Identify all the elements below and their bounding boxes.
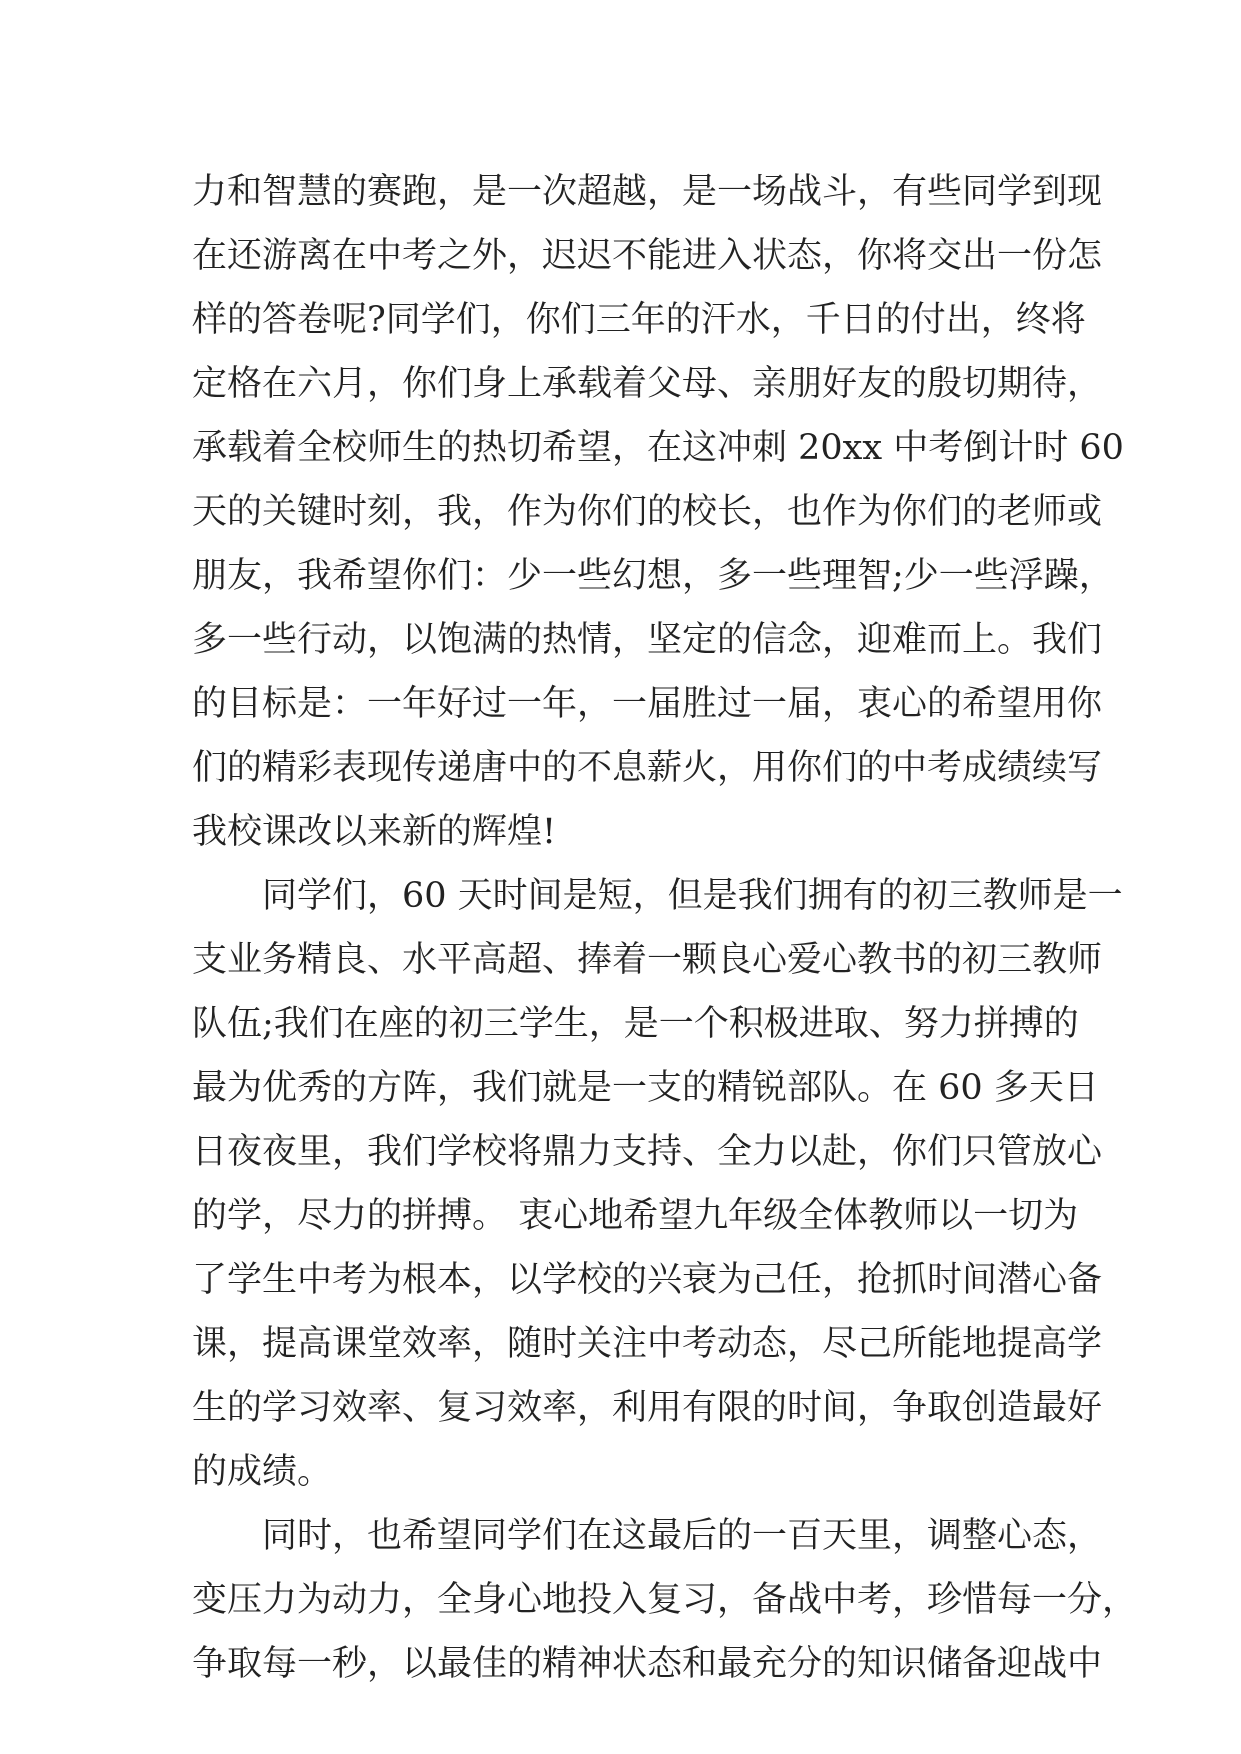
text-line: 力和智慧的赛跑，是一次超越，是一场战斗，有些同学到现 (192, 172, 1103, 212)
text-line: 样的答卷呢?同学们，你们三年的汗水，千日的付出，终将 (192, 300, 1086, 340)
text-line: 支业务精良、水平高超、捧着一颗良心爱心教书的初三教师 (192, 940, 1103, 980)
text-line: 天的关键时刻，我，作为你们的校长，也作为你们的老师或 (192, 492, 1103, 532)
text-line: 我校课改以来新的辉煌! (192, 812, 557, 852)
text-line: 的成绩。 (192, 1452, 333, 1492)
text-line: 日夜夜里，我们学校将鼎力支持、全力以赴，你们只管放心 (192, 1132, 1103, 1172)
text-line: 变压力为动力，全身心地投入复习，备战中考，珍惜每一分， (192, 1580, 1138, 1620)
text-line: 争取每一秒，以最佳的精神状态和最充分的知识储备迎战中 (192, 1644, 1103, 1684)
text-line: 最为优秀的方阵，我们就是一支的精锐部队。在 60 多天日 (192, 1068, 1099, 1108)
text-line: 的目标是：一年好过一年，一届胜过一届，衷心的希望用你 (192, 684, 1103, 724)
text-line: 了学生中考为根本，以学校的兴衰为己任，抢抓时间潜心备 (192, 1260, 1103, 1300)
text-line: 承载着全校师生的热切希望，在这冲刺 20xx 中考倒计时 60 (192, 428, 1124, 468)
text-line: 的学，尽力的拼搏。 衷心地希望九年级全体教师以一切为 (192, 1196, 1079, 1236)
text-line: 朋友，我希望你们：少一些幻想，多一些理智;少一些浮躁， (192, 556, 1114, 596)
document-body (192, 160, 1138, 1696)
text-line: 在还游离在中考之外，迟迟不能进入状态，你将交出一份怎 (192, 236, 1103, 276)
paragraph-start-line: 同学们，60 天时间是短，但是我们拥有的初三教师是一 (262, 876, 1123, 916)
text-line: 定格在六月，你们身上承载着父母、亲朋好友的殷切期待， (192, 364, 1103, 404)
paragraph-start-line: 同时，也希望同学们在这最后的一百天里，调整心态， (262, 1516, 1103, 1556)
text-line: 多一些行动，以饱满的热情，坚定的信念，迎难而上。我们 (192, 620, 1103, 660)
text-line: 课，提高课堂效率，随时关注中考动态，尽己所能地提高学 (192, 1324, 1103, 1364)
text-line: 们的精彩表现传递唐中的不息薪火，用你们的中考成绩续写 (192, 748, 1103, 788)
text-line: 队伍;我们在座的初三学生，是一个积极进取、努力拼搏的 (192, 1004, 1079, 1044)
text-line: 生的学习效率、复习效率，利用有限的时间，争取创造最好 (192, 1388, 1103, 1428)
